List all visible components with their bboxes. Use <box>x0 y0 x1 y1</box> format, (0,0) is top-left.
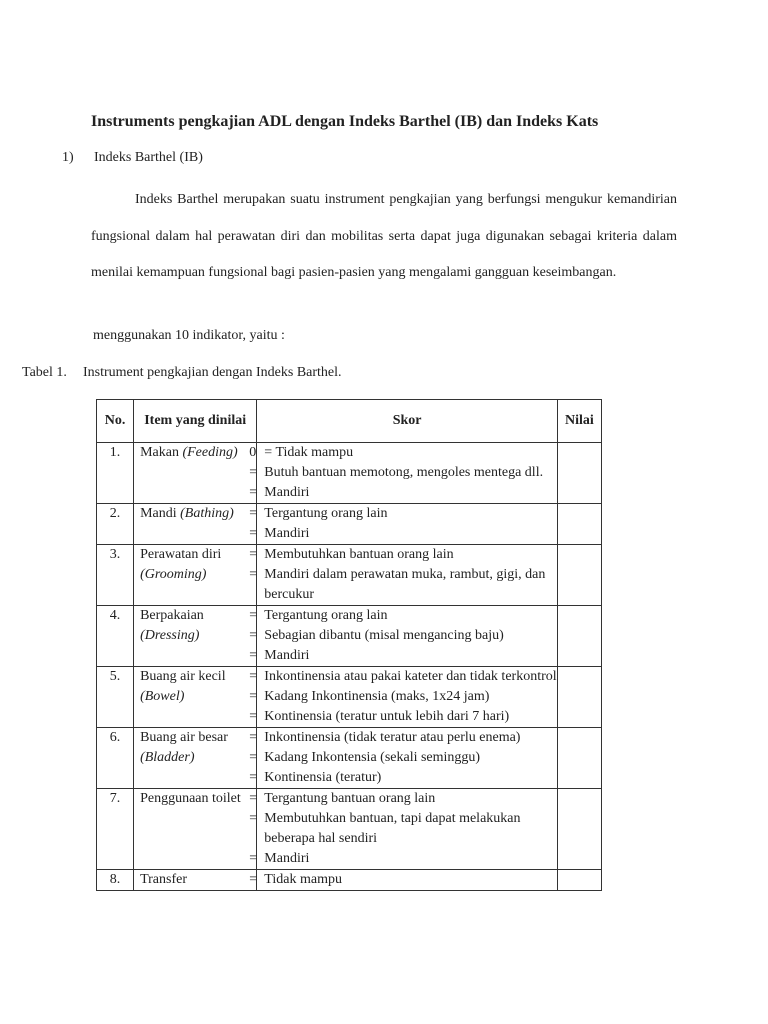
body-paragraph <box>91 182 677 292</box>
skor-option <box>249 463 557 483</box>
barthel-table <box>96 399 602 891</box>
item-english-term: (Feeding) <box>182 445 238 460</box>
list-text: Indeks Barthel (IB) <box>94 150 203 165</box>
equals-sign: = <box>249 730 258 745</box>
skor-option <box>249 728 557 748</box>
list-number: 1) <box>62 150 74 165</box>
item-cell <box>134 545 257 606</box>
skor-option <box>249 565 557 605</box>
skor-option <box>257 443 557 463</box>
item-english-term: (Bathing) <box>180 506 234 521</box>
skor-text: Inkontinensia atau pakai kateter dan tidak terkontrol <box>264 669 557 684</box>
skor-option <box>249 707 557 727</box>
header-skor: Skor <box>257 400 558 443</box>
item-name: Buang air besar <box>140 730 228 745</box>
item-english-term: (Grooming) <box>140 567 207 582</box>
row-number: 3. <box>97 545 134 606</box>
table-row <box>97 667 602 728</box>
equals-sign: = <box>249 669 258 684</box>
item-english-term: (Dressing) <box>140 628 200 643</box>
equals-sign: = <box>249 648 258 663</box>
table-row <box>97 504 602 545</box>
header-nilai: Nilai <box>557 400 601 443</box>
item-name: Penggunaan toilet <box>140 791 241 806</box>
table-row <box>97 606 602 667</box>
skor-text: Tergantung orang lain <box>264 506 388 521</box>
item-cell <box>134 504 257 545</box>
table-row <box>97 545 602 606</box>
equals-sign: = <box>249 811 258 826</box>
page-title: Instruments pengkajian ADL dengan Indeks Barthel (IB) dan Indeks Kats <box>91 113 599 130</box>
equals-sign: = <box>249 465 258 480</box>
item-cell <box>134 728 257 789</box>
skor-option <box>249 606 557 626</box>
row-number: 1. <box>97 443 134 504</box>
equals-sign: = <box>249 791 258 806</box>
nilai-cell <box>557 545 601 606</box>
skor-cell <box>249 606 558 667</box>
table-row <box>97 443 602 504</box>
header-no: No. <box>97 400 134 443</box>
skor-text: Mandiri dalam perawatan muka, rambut, gigi, dan bercukur <box>264 567 546 602</box>
equals-sign: = <box>249 709 258 724</box>
table-caption <box>22 365 342 381</box>
equals-sign: = <box>249 567 258 582</box>
item-cell <box>134 789 257 870</box>
caption-label: Tabel 1. <box>22 365 67 380</box>
skor-cell <box>249 870 558 891</box>
paragraph-text: Indeks Barthel merupakan suatu instrument pengkajian yang berfungsi mengukur kemandirian fungsional dalam hal perawatan diri dan mobilitas serta dapat juga digunakan sebagai kriteria dalam menilai kemampuan fungsional bagi pasien-pasien yang mengalami gangguan keseimbangan. <box>91 192 677 280</box>
skor-option <box>249 849 557 869</box>
equals-sign: = <box>249 872 258 887</box>
item-english-term: (Bladder) <box>140 750 195 765</box>
skor-option <box>249 809 557 849</box>
skor-text: Mandiri <box>264 648 310 663</box>
skor-text: Tidak mampu <box>264 872 342 887</box>
equals-sign: = <box>249 750 258 765</box>
equals-sign: = <box>249 547 258 562</box>
skor-option <box>249 524 557 544</box>
skor-cell <box>249 545 558 606</box>
skor-text: Kontinensia (teratur untuk lebih dari 7 hari) <box>264 709 510 724</box>
item-name: Makan <box>140 445 179 460</box>
equals-sign: = <box>249 770 258 785</box>
row-number: 2. <box>97 504 134 545</box>
equals-sign: = <box>249 689 258 704</box>
table-row <box>97 728 602 789</box>
skor-cell <box>249 443 558 504</box>
equals-sign: = <box>249 608 258 623</box>
item-cell <box>134 606 257 667</box>
skor-text: Kontinensia (teratur) <box>264 770 382 785</box>
row-number: 4. <box>97 606 134 667</box>
skor-cell <box>249 789 558 870</box>
item-score-zero: 0 <box>249 445 257 460</box>
indicator-line: menggunakan 10 indikator, yaitu : <box>93 328 285 343</box>
skor-text: Inkontinensia (tidak teratur atau perlu enema) <box>264 730 521 745</box>
table-body <box>97 443 602 891</box>
item-cell <box>134 443 257 504</box>
skor-text: Mandiri <box>264 851 310 866</box>
skor-text: Butuh bantuan memotong, mengoles mentega dll. <box>264 465 544 480</box>
equals-sign: = <box>249 485 258 500</box>
skor-text: Kadang Inkontinensia (maks, 1x24 jam) <box>264 689 490 704</box>
skor-option <box>249 687 557 707</box>
header-item: Item yang dinilai <box>134 400 257 443</box>
skor-option <box>249 789 557 809</box>
skor-text: = Tidak mampu <box>264 445 354 460</box>
row-number: 7. <box>97 789 134 870</box>
nilai-cell <box>557 606 601 667</box>
skor-cell <box>249 504 558 545</box>
skor-option <box>249 545 557 565</box>
nilai-cell <box>557 728 601 789</box>
table-row <box>97 789 602 870</box>
equals-sign: = <box>249 506 258 521</box>
skor-option <box>249 483 557 503</box>
nilai-cell <box>557 667 601 728</box>
skor-cell <box>249 667 558 728</box>
equals-sign: = <box>249 851 258 866</box>
item-name: Mandi <box>140 506 177 521</box>
skor-text: Tergantung orang lain <box>264 608 388 623</box>
row-number: 5. <box>97 667 134 728</box>
row-number: 6. <box>97 728 134 789</box>
nilai-cell <box>557 789 601 870</box>
skor-option <box>249 626 557 646</box>
caption-text: Instrument pengkajian dengan Indeks Barthel. <box>83 365 342 380</box>
skor-option <box>249 667 557 687</box>
item-name: Transfer <box>140 872 187 887</box>
item-cell <box>134 870 257 891</box>
equals-sign: = <box>249 526 258 541</box>
table-header-row <box>97 400 602 443</box>
list-item-indeks-barthel <box>62 150 203 166</box>
skor-text: Tergantung bantuan orang lain <box>264 791 436 806</box>
skor-text: Membutuhkan bantuan, tapi dapat melakukan beberapa hal sendiri <box>264 811 521 846</box>
nilai-cell <box>557 870 601 891</box>
equals-sign: = <box>249 628 258 643</box>
skor-option <box>249 768 557 788</box>
row-number: 8. <box>97 870 134 891</box>
nilai-cell <box>557 504 601 545</box>
skor-option <box>249 748 557 768</box>
skor-option <box>249 646 557 666</box>
item-name: Perawatan diri <box>140 547 222 562</box>
item-name: Berpakaian <box>140 608 204 623</box>
skor-text: Membutuhkan bantuan orang lain <box>264 547 454 562</box>
item-cell <box>134 667 257 728</box>
nilai-cell <box>557 443 601 504</box>
item-english-term: (Bowel) <box>140 689 185 704</box>
skor-text: Kadang Inkontensia (sekali seminggu) <box>264 750 481 765</box>
skor-option <box>249 504 557 524</box>
skor-text: Mandiri <box>264 526 310 541</box>
skor-text: Sebagian dibantu (misal mengancing baju) <box>264 628 504 643</box>
skor-option <box>249 870 557 890</box>
item-name: Buang air kecil <box>140 669 226 684</box>
table-row <box>97 870 602 891</box>
skor-cell <box>249 728 558 789</box>
skor-text: Mandiri <box>264 485 310 500</box>
